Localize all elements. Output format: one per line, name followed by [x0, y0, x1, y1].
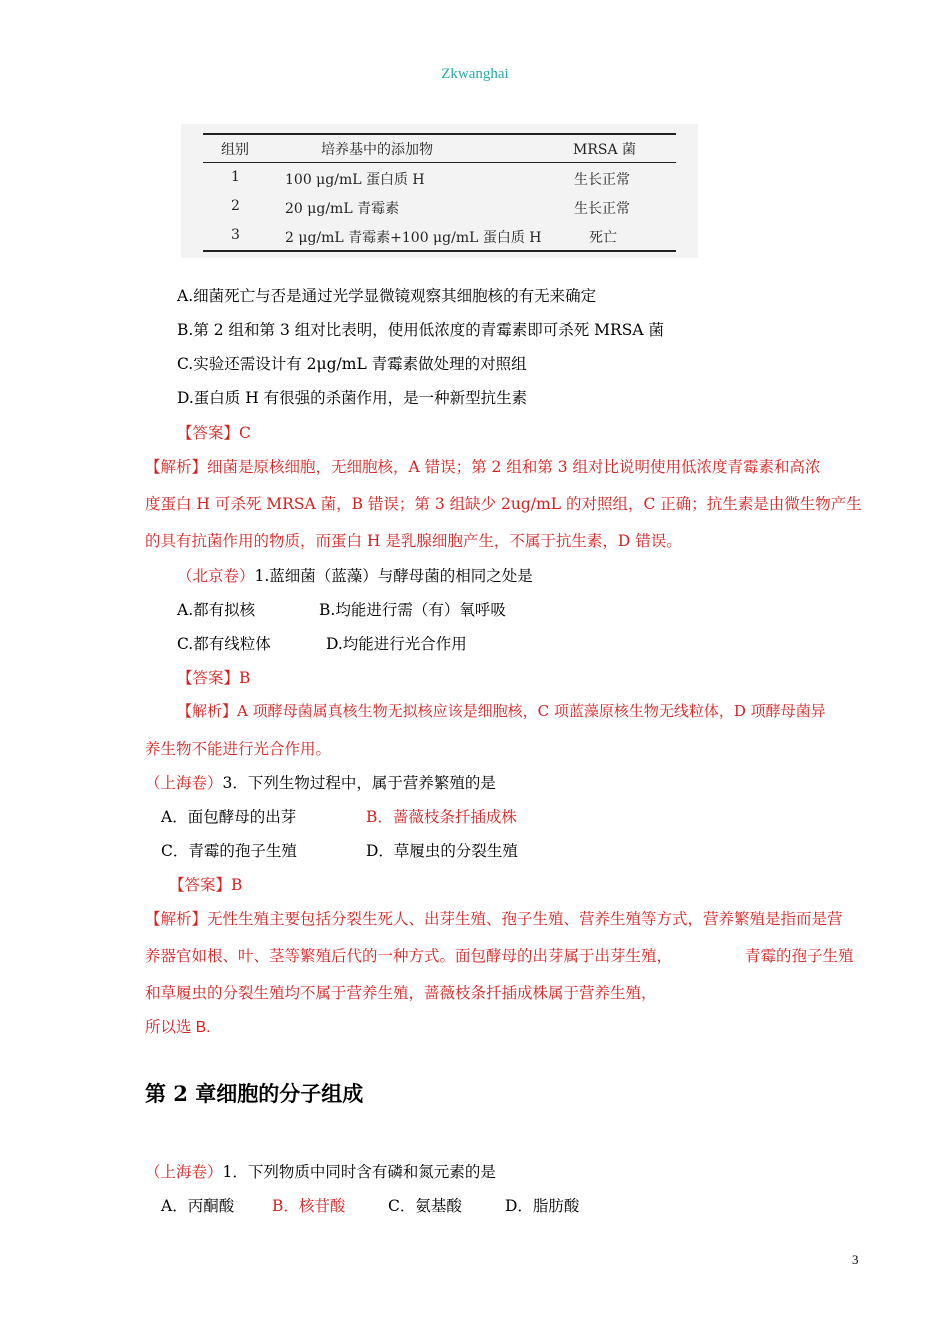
table-cell: 生长正常	[574, 201, 630, 217]
q3-answer: 【答案】B	[169, 876, 243, 894]
q1-answer: 【答案】C	[177, 424, 251, 442]
q3-option-c: C．青霉的孢子生殖	[161, 842, 297, 860]
page-number: 3	[852, 1252, 859, 1267]
table-cell: 死亡	[589, 230, 617, 246]
table-cell: 2 μg/mL 青霉素+100 μg/mL 蛋白质 H	[285, 230, 542, 246]
q1-analysis-line: 【解析】细菌是原核细胞，无细胞核，A 错误；第 2 组和第 3 组对比说明使用低浓度青霉素和高浓	[145, 458, 821, 476]
q3-source: （上海卷）	[145, 774, 223, 792]
q2-answer: 【答案】B	[177, 669, 251, 687]
q2-option-c: C.都有线粒体	[177, 635, 271, 653]
q2-option-a: A.都有拟核	[177, 601, 256, 619]
q3-option-d: D．草履虫的分裂生殖	[366, 842, 518, 860]
experiment-table	[181, 124, 698, 258]
q2-stem: 1.蓝细菌（蓝藻）与酵母菌的相同之处是	[254, 567, 533, 585]
q3-analysis-line: 养器官如根、叶、茎等繁殖后代的一种方式。面包酵母的出芽属于出芽生殖，	[145, 947, 673, 965]
q4-stem: 1．下列物质中同时含有磷和氮元素的是	[222, 1163, 496, 1181]
q4-source: （上海卷）	[145, 1163, 223, 1181]
table-cell: 2	[231, 198, 240, 214]
q2-analysis-line: 【解析】A 项酵母菌属真核生物无拟核应该是细胞核，C 项蓝藻原核生物无线粒体，D 项酵母菌异	[177, 702, 826, 720]
q4-option-d: D．脂肪酸	[505, 1197, 580, 1215]
q3-option-a: A．面包酵母的出芽	[161, 808, 297, 826]
q2-option-d: D.均能进行光合作用	[326, 635, 467, 653]
header-watermark: Zkwanghai	[441, 66, 509, 82]
q1-option-a: A.细菌死亡与否是通过光学显微镜观察其细胞核的有无来确定	[177, 287, 597, 305]
table-cell: 100 μg/mL 蛋白质 H	[285, 172, 425, 188]
q2-analysis-line: 养生物不能进行光合作用。	[145, 740, 332, 758]
q2-option-b: B.均能进行需（有）氧呼吸	[319, 601, 506, 619]
q2-stem-line	[177, 564, 533, 586]
table-header-rule	[203, 162, 676, 163]
q4-option-b: B．核苷酸	[272, 1197, 346, 1215]
q1-analysis-line: 的具有抗菌作用的物质，而蛋白 H 是乳腺细胞产生，不属于抗生素，D 错误。	[145, 532, 682, 550]
table-cell: 20 μg/mL 青霉素	[285, 201, 400, 217]
q3-analysis-line: 【解析】无性生殖主要包括分裂生死人、出芽生殖、孢子生殖、营养生殖等方式，营养繁殖是指而是营	[145, 910, 843, 928]
q4-stem-line	[145, 1160, 496, 1182]
table-top-rule	[203, 133, 676, 135]
table-cell: 生长正常	[574, 172, 630, 188]
q1-analysis-line: 度蛋白 H 可杀死 MRSA 菌，B 错误；第 3 组缺少 2ug/mL 的对照组，C 正确；抗生素是由微生物产生	[145, 495, 862, 513]
q3-analysis-line: 和草履虫的分裂生殖均不属于营养生殖，蔷薇枝条扦插成株属于营养生殖，	[145, 984, 657, 1002]
table-header-additive: 培养基中的添加物	[321, 142, 433, 158]
q3-stem: 3．下列生物过程中，属于营养繁殖的是	[222, 774, 496, 792]
table-cell: 1	[231, 169, 240, 185]
table-header-mrsa: MRSA 菌	[573, 142, 637, 158]
table-bottom-rule	[203, 250, 676, 252]
q1-option-b: B.第 2 组和第 3 组对比表明，使用低浓度的青霉素即可杀死 MRSA 菌	[177, 321, 664, 339]
q3-stem-line	[145, 771, 496, 793]
chapter-title: 第 2 章细胞的分子组成	[145, 1081, 364, 1106]
q3-analysis-line: 青霉的孢子生殖	[745, 947, 854, 965]
q4-option-c: C．氨基酸	[388, 1197, 462, 1215]
q1-option-c: C.实验还需设计有 2μg/mL 青霉素做处理的对照组	[177, 355, 527, 373]
q3-option-b: B．蔷薇枝条扦插成株	[366, 808, 517, 826]
q3-analysis-line: 所以选 B.	[145, 1019, 211, 1036]
q1-option-d: D.蛋白质 H 有很强的杀菌作用，是一种新型抗生素	[177, 389, 528, 407]
q2-source: （北京卷）	[177, 567, 255, 585]
table-cell: 3	[231, 227, 240, 243]
q4-option-a: A．丙酮酸	[161, 1197, 235, 1215]
table-header-group: 组别	[221, 142, 249, 158]
